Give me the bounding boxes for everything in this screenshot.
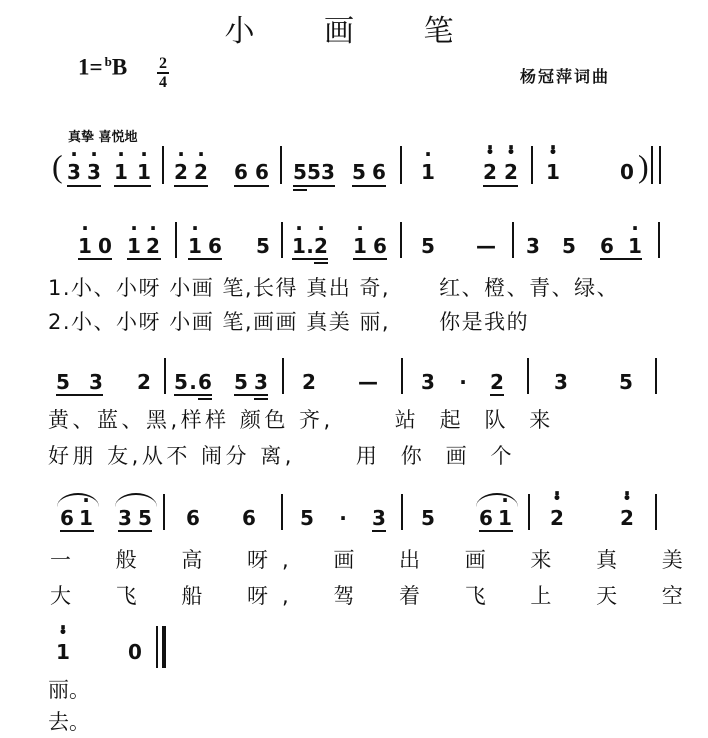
note: 2	[137, 370, 151, 394]
note: • 2 ·	[550, 506, 564, 530]
note: 6	[242, 506, 256, 530]
note: .	[189, 370, 197, 394]
lyric-verse-1: 黄、蓝、黑,样样 颜色 齐, 站 起 队 来	[48, 408, 554, 432]
tempo-marking: 真挚 喜悦地	[68, 130, 138, 145]
note: 3	[254, 370, 268, 394]
note: 6	[198, 370, 212, 394]
note: ·	[339, 506, 347, 530]
note: · 1	[127, 234, 141, 258]
note: 2	[490, 370, 504, 394]
note: • 1 ·	[546, 160, 560, 184]
note: · 1	[137, 160, 151, 184]
note: • 2 ·	[620, 506, 634, 530]
note: · 1	[353, 234, 367, 258]
lyric-verse-1: 丽。	[48, 678, 90, 702]
note: 5	[421, 234, 435, 258]
lyric-verse-2: 2.小、小呀 小画 笔,画画 真美 丽, 你是我的	[48, 310, 530, 334]
close-paren: )	[638, 148, 649, 184]
note: · 2	[146, 234, 160, 258]
note: · 1	[498, 506, 512, 530]
author-credit: 杨冠萍词曲	[520, 67, 611, 86]
note: 6	[234, 160, 248, 184]
note: 5	[352, 160, 366, 184]
note: · 3	[87, 160, 101, 184]
note: 5	[56, 370, 70, 394]
note: 0	[98, 234, 112, 258]
note: .	[306, 234, 314, 258]
note: · 2	[314, 234, 328, 258]
time-signature: 2 4	[159, 55, 167, 91]
note: • 2 ·	[504, 160, 518, 184]
note: ·	[459, 370, 467, 394]
note: 5	[421, 506, 435, 530]
note: 3	[89, 370, 103, 394]
note: · 1	[188, 234, 202, 258]
note: · 1	[292, 234, 306, 258]
note: 6	[208, 234, 222, 258]
note: 6	[60, 506, 74, 530]
note: 6	[373, 234, 387, 258]
note: 6	[186, 506, 200, 530]
note: · 1	[79, 506, 93, 530]
lyric-verse-2: 好朋 友,从不 闹分 离, 用 你 画 个	[48, 444, 515, 468]
note: 3	[372, 506, 386, 530]
lyric-verse-1: 1.小、小呀 小画 笔,长得 真出 奇, 红、橙、青、绿、	[48, 276, 620, 300]
note: 5	[619, 370, 633, 394]
page-title: 小 画 笔	[224, 14, 484, 49]
note: 6	[479, 506, 493, 530]
note: —	[476, 234, 496, 258]
note: 0	[128, 640, 142, 664]
note: 3	[526, 234, 540, 258]
lyric-verse-2: 去。	[48, 710, 90, 734]
note: 3	[118, 506, 132, 530]
note: 3	[554, 370, 568, 394]
note: · 1	[628, 234, 642, 258]
note: • 1 ·	[56, 640, 70, 664]
note: 3	[321, 160, 335, 184]
note: 5	[562, 234, 576, 258]
note: 0	[620, 160, 634, 184]
note: 5	[256, 234, 270, 258]
note: 6	[600, 234, 614, 258]
note: 5	[138, 506, 152, 530]
note: 6	[255, 160, 269, 184]
note: 2	[302, 370, 316, 394]
lyric-verse-2: 大 飞 船 呀, 驾 着 飞 上 天 空	[50, 584, 697, 608]
note: · 2	[174, 160, 188, 184]
open-paren: (	[52, 148, 63, 184]
note: · 1	[114, 160, 128, 184]
note: 5	[300, 506, 314, 530]
note: · 2	[194, 160, 208, 184]
note: 5	[293, 160, 307, 184]
note: · 1	[421, 160, 435, 184]
note: 5	[234, 370, 248, 394]
lyric-verse-1: 一 般 高 呀, 画 出 画 来 真 美	[50, 548, 697, 572]
note: 5	[307, 160, 321, 184]
note: 3	[421, 370, 435, 394]
note: 6	[372, 160, 386, 184]
note: 5	[174, 370, 188, 394]
note: · 1	[78, 234, 92, 258]
note: • 2 ·	[483, 160, 497, 184]
note: · 3	[67, 160, 81, 184]
note: —	[358, 370, 378, 394]
key-signature: 1= $^b$B	[78, 54, 128, 80]
